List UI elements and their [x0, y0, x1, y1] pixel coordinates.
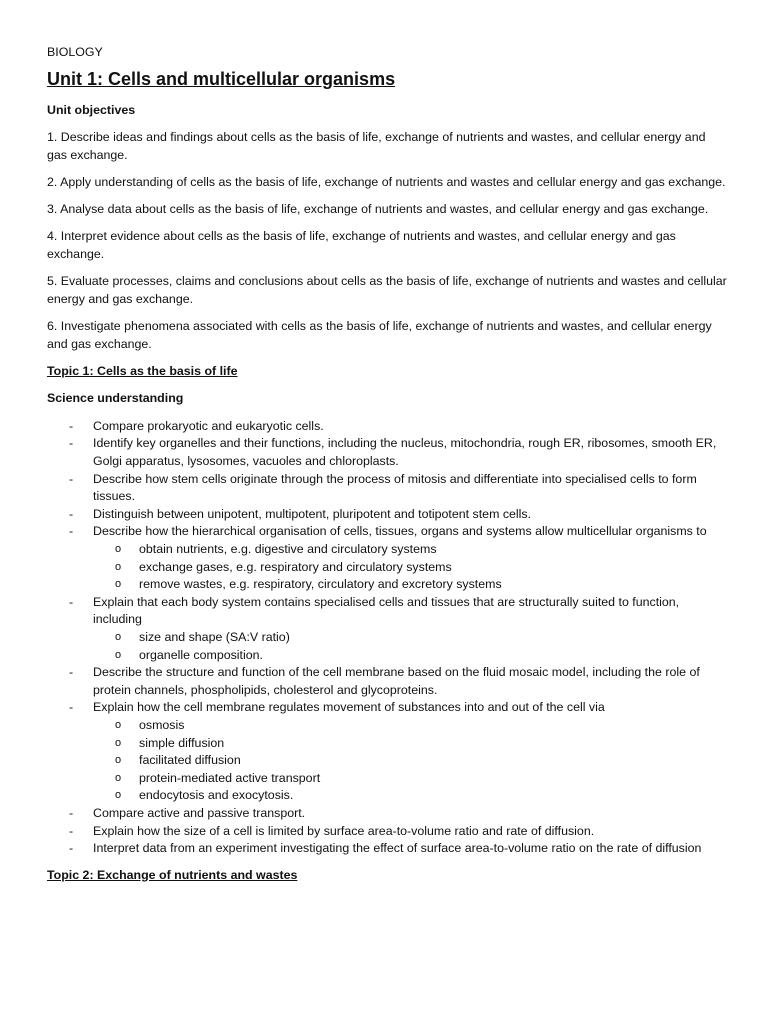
objective-2: 2. Apply understanding of cells as the basis of life, exchange of nutrients and wastes and cellular energy and gas exchange. [47, 174, 726, 189]
circle-marker: o [115, 578, 122, 591]
sub-list-item [93, 647, 727, 665]
list-item-text: Interpret data from an experiment investigating the effect of surface area-to-volume ratio on the rate of diffusion [93, 841, 702, 856]
sub-list-item-text: obtain nutrients, e.g. digestive and circulatory systems [139, 542, 437, 557]
list-item [47, 840, 727, 858]
circle-marker: o [115, 789, 122, 802]
sub-list-item-text: osmosis [139, 717, 185, 732]
dash-marker: - [69, 506, 74, 521]
sub-list-item [93, 735, 727, 753]
list-item-text: Explain that each body system contains specialised cells and tissues that are structurally suited to function, including [93, 594, 680, 627]
dash-marker: - [69, 700, 74, 715]
sub-list-item-text: protein-mediated active transport [139, 770, 321, 785]
dash-marker: - [69, 594, 74, 609]
sub-list [93, 541, 727, 594]
list-item-text: Describe how the hierarchical organisation of cells, tissues, organs and systems allow multicellular organisms to [93, 524, 707, 539]
sub-list-item [93, 576, 727, 594]
circle-marker: o [115, 631, 122, 643]
sub-list-item-text: exchange gases, e.g. respiratory and circulatory systems [139, 559, 452, 574]
document-page [47, 44, 727, 894]
list-item [47, 471, 727, 506]
dash-marker: - [69, 665, 74, 680]
circle-marker: o [115, 543, 122, 556]
list-item-text: Compare active and passive transport. [93, 805, 306, 820]
list-item [47, 664, 727, 699]
list-item [47, 594, 727, 664]
circle-marker: o [115, 736, 122, 749]
topic-2-heading: Topic 2: Exchange of nutrients and wastes [47, 867, 298, 882]
list-item [47, 805, 727, 823]
objective-3: 3. Analyse data about cells as the basis of life, exchange of nutrients and wastes, and cellular energy and gas exchange. [47, 202, 709, 217]
topic-1-heading: Topic 1: Cells as the basis of life [47, 363, 238, 378]
circle-marker: o [115, 718, 122, 731]
list-item-text: Identify key organelles and their functions, including the nucleus, mitochondria, rough ER, ribosomes, smooth ER, Golgi apparatus, lysosomes, vacuoles and chloroplasts. [93, 436, 717, 469]
dash-marker: - [69, 471, 74, 486]
subject-label: BIOLOGY [47, 45, 103, 59]
list-item-text: Compare prokaryotic and eukaryotic cells. [93, 418, 324, 433]
circle-marker: o [115, 648, 122, 661]
dash-marker: - [69, 418, 74, 433]
list-item-text: Explain how the size of a cell is limited by surface area-to-volume ratio and rate of diffusion. [93, 823, 595, 838]
objective-5: 5. Evaluate processes, claims and conclusions about cells as the basis of life, exchange of nutrients and wastes and cellular energy and gas exchange. [47, 274, 727, 306]
unit-title: Unit 1: Cells and multicellular organisms [47, 68, 396, 89]
objective-1: 1. Describe ideas and findings about cells as the basis of life, exchange of nutrients and wastes, and cellular energy and gas exchange. [47, 130, 706, 162]
circle-marker: o [115, 754, 122, 767]
dash-marker: - [69, 823, 74, 838]
list-item [47, 699, 727, 805]
objective-4: 4. Interpret evidence about cells as the basis of life, exchange of nutrients and wastes, and cellular energy and gas exchange. [47, 229, 676, 261]
list-item-text: Explain how the cell membrane regulates movement of substances into and out of the cell via [93, 700, 605, 715]
science-understanding-heading: Science understanding [47, 391, 184, 406]
sub-list-item-text: simple diffusion [139, 735, 225, 750]
sub-list-item [93, 770, 727, 788]
list-item [47, 418, 727, 436]
dash-marker: - [69, 436, 74, 451]
objective-6: 6. Investigate phenomena associated with cells as the basis of life, exchange of nutrients and wastes, and cellular energy and gas exchange. [47, 318, 712, 351]
sub-list-item-text: organelle composition. [139, 647, 263, 662]
dash-marker: - [69, 805, 74, 820]
dash-marker: - [69, 841, 74, 856]
circle-marker: o [115, 771, 122, 784]
sub-list-item [93, 541, 727, 559]
list-item-text: Distinguish between unipotent, multipotent, pluripotent and totipotent stem cells. [93, 506, 532, 521]
sub-list-item-text: facilitated diffusion [139, 753, 241, 768]
sub-list-item [93, 752, 727, 770]
sub-list-item [93, 629, 727, 647]
sub-list [93, 717, 727, 805]
sub-list-item-text: remove wastes, e.g. respiratory, circulatory and excretory systems [139, 577, 502, 592]
list-item [47, 823, 727, 841]
sub-list-item-text: size and shape (SA:V ratio) [139, 630, 290, 644]
sub-list-item [93, 559, 727, 577]
list-item-text: Describe the structure and function of the cell membrane based on the fluid mosaic model, including the role of protein channels, phospholipids, cholesterol and glycoproteins. [93, 665, 700, 697]
sub-list-item [93, 787, 727, 805]
objectives-heading: Unit objectives [47, 102, 136, 117]
list-item-text: Describe how stem cells originate through the process of mitosis and differentiate into specialised cells to form tissues. [93, 471, 697, 504]
list-item [47, 435, 727, 470]
dash-marker: - [69, 524, 74, 539]
science-understanding-list [47, 418, 727, 858]
sub-list-item-text: endocytosis and exocytosis. [139, 788, 294, 803]
sub-list [93, 629, 727, 664]
list-item [47, 523, 727, 593]
list-item [47, 506, 727, 524]
sub-list-item [93, 717, 727, 735]
circle-marker: o [115, 560, 122, 573]
